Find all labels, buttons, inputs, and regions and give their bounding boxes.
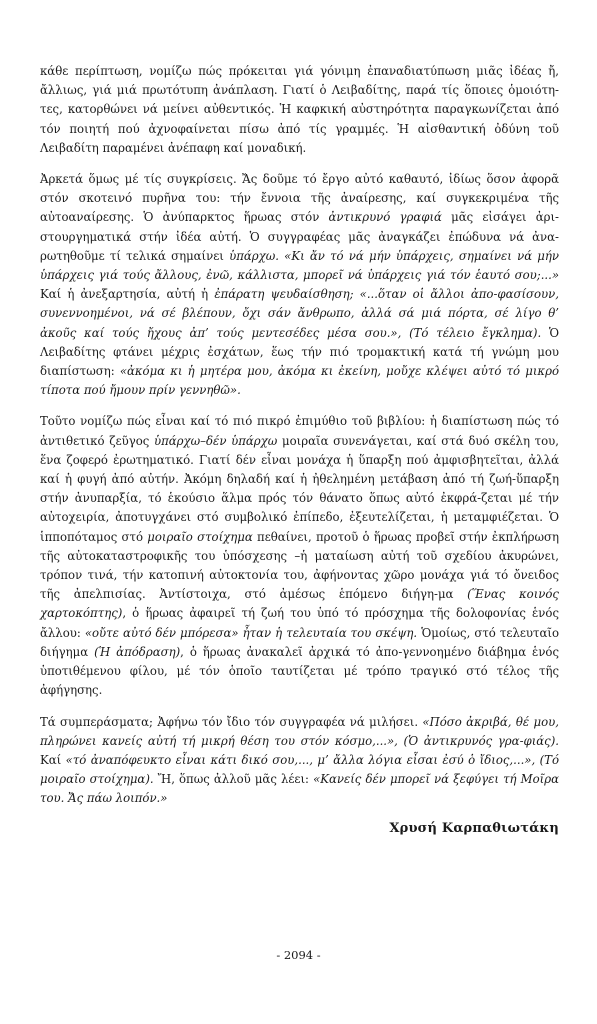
text-run: Καί xyxy=(40,752,66,767)
body-text xyxy=(40,62,559,809)
paragraph xyxy=(40,412,559,700)
italic-text-run: «τό ἀναπόφευκτο εἶναι κάτι δικό σου,..., μ’ ἄλλα λόγια εἶσαι ἐσύ ὁ ἴδιος,...», (Τό μοιραῖο στοίχημα). xyxy=(40,752,560,787)
text-run: Τοῦτο νομίζω πώς εἶναι καί τό πιό πικρό ἐπιμύθιο τοῦ βιβλίου: ἡ διαπίστωση πώς τό ἀντιθετικό ζεῦγος xyxy=(40,414,559,448)
text-run: Καί ἡ ἀνεξαρτησία, αὐτή ἡ xyxy=(40,287,215,302)
italic-text-run: (Ἕνας κοινός χαρτοκόπτης) xyxy=(40,587,559,621)
text-run: Τά συμπεράσματα; Ἀφήνω τόν ἴδιο τόν συγγραφέα νά μιλήσει. xyxy=(40,714,423,729)
paragraph xyxy=(40,62,559,158)
text-run: Ὁμοίως, στό τελευταῖο διήγημα xyxy=(40,625,559,659)
italic-text-run: ὑπάρχω–δέν ὑπάρχω xyxy=(154,433,278,448)
text-run: Ἀρκετά ὅμως μέ τίς συγκρίσεις. Ἄς δοῦμε τό ἔργο αὐτό καθαυτό, ἰδίως ὅσον ἀφορᾶ στόν σκοτεινό πυρῆνα του: τήν ἔννοια τῆς ἀναίρεσης, καί συγκεκριμένα τῆς αὐτοαναίρεσης. Ὁ ἀνύπαρκτος ἥρωας στόν xyxy=(40,172,559,225)
italic-text-run: ὑπάρχω. «Κι ἄν τό νά μήν ὑπάρχεις, σημαίνει νά μήν ὑπάρχεις γιά τούς ἄλλους, ἐνῶ, κάλλιστα, μπορεῖ νά ὑπάρχεις γιά τόν ἑαυτό σου;...» xyxy=(40,248,559,283)
paragraph xyxy=(40,170,559,400)
paragraph xyxy=(40,713,559,809)
text-run: , ὁ ἥρωας ἀνακαλεῖ ἀρχικά τό ἀπο-γεννοημένο διάβημα ἑνός ὑποτιθέμενου φίλου, μέ τόν ὁποῖο ταυτίζεται μέ τρόπο τραγικό στό τέλος τῆς ἀφήγησης. xyxy=(40,644,560,698)
italic-text-run: ἀντικρυνό γραφιά xyxy=(328,210,442,225)
text-run: μοιραῖα συνενάγεται, καί στά δυό σκέλη του, ἕνα ζοφερό ἐρωτηματικό. Γιατί δέν εἶναι μονάχα ἡ ὕπαρξη πού ἀμφισβητεῖται, ἀλλά καί ἡ φυγή ἀπό αὐτήν. Ἀκόμη δηλαδή καί ἡ ἠθελημένη μετάβαση ἀπό τή ζωή-ὕπαρξη στήν ἀνυπαρξία, τό ἑκούσιο ἅλμα πρός τόν θάνατο ὅπως αὐτό ἐκφρά-ζεται μέ τήν αὐτοχειρία, ἀποτυγχάνει στό συμβολικό ἐπίπεδο, ἐξευτελίζεται, ἡ μεταμφιέζεται. Ὁ ἱπποπόταμος στό xyxy=(40,433,559,544)
page-number: - 2094 - xyxy=(276,948,321,962)
italic-text-run: «οὔτε αὐτό δέν μπόρεσα» ἦταν ἡ τελευταία του σκέψη. xyxy=(84,625,418,640)
italic-text-run: ἐπάρατη ψευδαίσθηση; «...ὅταν οἱ ἄλλοι ἀπο-φασίσουν, συνεννοημένοι, νά σέ βλέπουν, ὄχι σάν ἄνθρωπο, ἀλλά σά μιά πόρτα, σέ λίγο θ’ ἀκοῦς καί τούς ἤχους ἀπ’ τούς μεντεσέδες μέσα σου.», (Τό τέλειο ἔγκλημα). xyxy=(40,287,559,340)
italic-text-run: «ἀκόμα κι ἡ μητέρα μου, ἀκόμα κι ἐκείνη, μοὔχε κλέψει αὐτό τό μικρό τίποτα πού ἤμουν πρίν γεννηθῶ». xyxy=(40,364,559,398)
text-run: μᾶς εἰσάγει ἀρι-στουργηματικά στήν ἰδέα αὐτή. Ὁ συγγραφέας μᾶς ἀναγκάζει ἐπώδυνα νά ἀνα-ρωτηθοῦμε τί τελικά σημαίνει xyxy=(40,210,559,263)
text-run: Ὁ Λειβαδίτης φτάνει μέχρις ἐσχάτων, ἕως τήν πιό τρομακτική κατά τή γνώμη μου διαπίστωση: xyxy=(40,325,560,379)
italic-text-run: «Κανείς δέν μπορεῖ νά ξεφύγει τή Μοῖρα του. Ἄς πάω λοιπόν.» xyxy=(40,772,559,806)
italic-text-run: «Πόσο ἀκριβά, θέ μου, πληρώνει κανείς αὐτή τή μικρή θέση του στόν κόσμο,...», (Ὁ ἀντικρυνός γρα-φιάς). xyxy=(40,714,559,748)
author-signature: Χρυσή Καρπαθιωτάκη xyxy=(389,820,559,836)
text-run: , ὁ ἥρωας ἀφαιρεῖ τή ζωή του ὑπό τό πρόσχημα τῆς δολοφονίας ἑνός ἄλλου: xyxy=(40,606,559,640)
text-run: κάθε περίπτωση, νομίζω πώς πρόκειται γιά γόνιμη ἐπαναδιατύπωση μιᾶς ἰδέας ἤ, ἄλλιως, γιά μιά πρωτότυπη ἀνάπλαση. Γιατί ὁ Λειβαδίτης, παρά τίς ὅποιες ὁμοιότη-τες, κατορθώνει νά μείνει αὐθεντικός. Ἡ καφκική αὐστηρότητα παραγκωνίζεται ἀπό τόν ποιητή πού ἀχνοφαίνεται πίσω ἀπό τίς γραμμές. Ἡ αἰσθαντική ὀδύνη τοῦ Λειβαδίτη παραμένει ἀνέπαφη καί μοναδική. xyxy=(40,64,559,155)
text-run: πεθαίνει, προτοῦ ὁ ἥρωας προβεῖ στήν ἐκπλήρωση τῆς αὐτοκαταστροφικῆς του ὑπόσχεσης –ἡ ματαίωση αὐτή τοῦ σχεδίου ἀκυρώνει, τρόπον τινά, τήν κατοπινή αὐτοκτονία του, ἀφήνοντας χῶρο μονάχα γιά τό ὄνειδος τῆς ἀπελπισίας. Ἀντίστοιχα, στό ἀμέσως ἑπόμενο διήγη-μα xyxy=(40,529,559,602)
italic-text-run: μοιραῖο στοίχημα xyxy=(147,529,253,544)
text-run: Ἤ, ὅπως ἀλλοῦ μᾶς λέει: xyxy=(153,772,314,787)
italic-text-run: (Ἡ ἀπόδραση) xyxy=(94,644,181,659)
